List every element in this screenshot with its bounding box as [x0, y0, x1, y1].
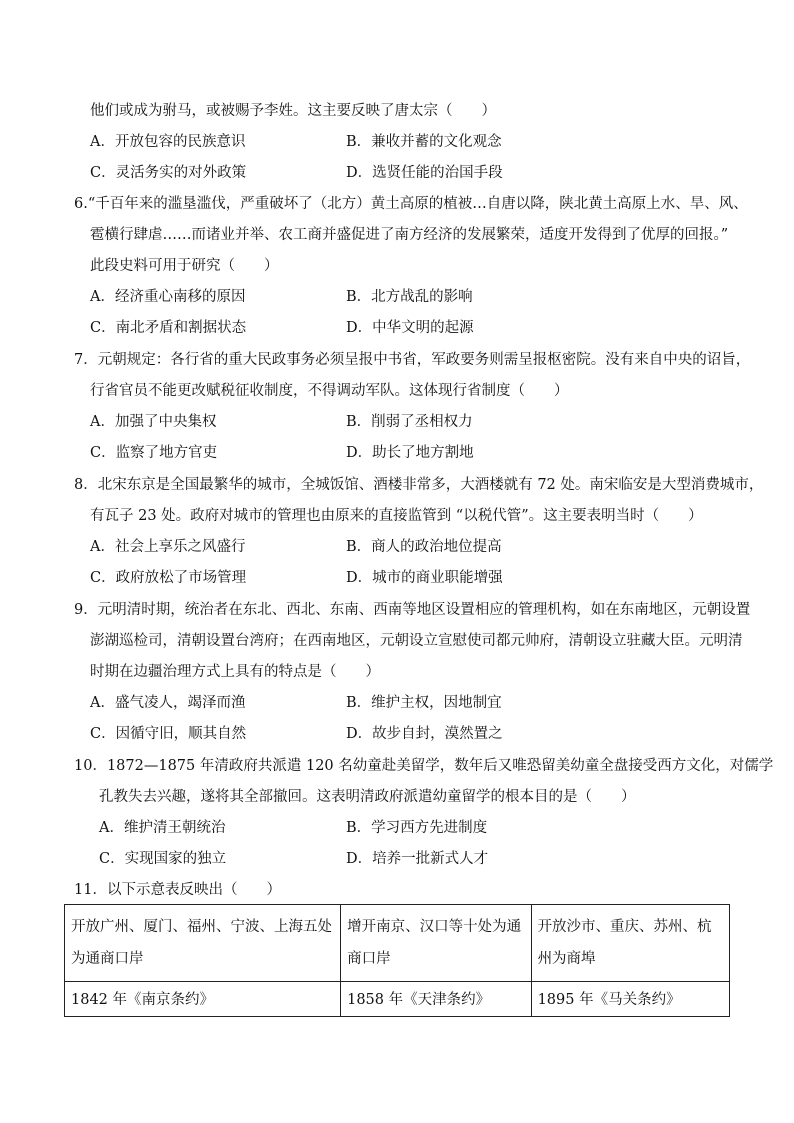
q9-stem-line-1: 9．元明清时期，统治者在东北、西北、东南、西南等地区设置相应的管理机构，如在东南地区，元朝设置: [74, 602, 751, 618]
q8-option-b[interactable]: B．商人的政治地位提高: [346, 539, 502, 555]
q7-option-d[interactable]: D．助长了地方割地: [346, 445, 474, 461]
q6-option-a[interactable]: A．经济重心南移的原因: [90, 289, 246, 305]
table-row: [65, 905, 730, 982]
table-cell: 开放广州、厦门、福州、宁波、上海五处为通商口岸: [65, 905, 341, 982]
q11-stem: 11．以下示意表反映出（ ）: [74, 882, 281, 898]
q7-option-a[interactable]: A．加强了中央集权: [90, 414, 217, 430]
q5-option-d[interactable]: D．选贤任能的治国手段: [346, 165, 503, 181]
q7-stem-line-2: 行省官员不能更改赋税征收制度，不得调动军队。这体现行省制度（ ）: [90, 383, 569, 399]
q9-stem-line-3: 时期在边疆治理方式上具有的特点是（ ）: [90, 664, 380, 680]
q8-stem-line-1: 8．北宋东京是全国最繁华的城市，全城饭馆、酒楼非常多，大酒楼就有 72 处。南宋临安是大型消费城市，: [74, 477, 764, 493]
q8-option-a[interactable]: A．社会上享乐之风盛行: [90, 539, 246, 555]
q8-stem-line-2: 有瓦子 23 处。政府对城市的管理也由原来的直接监管到 “以税代管”。这主要表明当时（ ）: [90, 508, 703, 524]
table-cell: 1895 年《马关条约》: [531, 982, 729, 1017]
q9-option-c[interactable]: C．因循守旧，顺其自然: [90, 726, 247, 742]
q5-option-b[interactable]: B．兼收并蓄的文化观念: [346, 134, 502, 150]
q6-stem-line-1: 6.“千百年来的滥垦滥伐，严重破坏了（北方）黄土高原的植被…自唐以降，陕北黄土高原上水、旱、风、: [74, 196, 748, 212]
q5-option-c[interactable]: C．灵活务实的对外政策: [90, 165, 247, 181]
q10-option-a[interactable]: A．维护清王朝统治: [99, 820, 226, 836]
q10-option-d[interactable]: D．培养一批新式人才: [346, 851, 489, 867]
q9-option-b[interactable]: B．维护主权，因地制宜: [346, 695, 502, 711]
q5-option-a[interactable]: A．开放包容的民族意识: [90, 134, 246, 150]
q6-stem-line-2: 雹横行肆虐……而诸业并举、农工商并盛促进了南方经济的发展繁荣，适度开发得到了优厚的回报。”: [90, 227, 729, 243]
q5-stem-continuation: 他们或成为驸马，或被赐予李姓。这主要反映了唐太宗（ ）: [90, 103, 496, 119]
table-cell: 1842 年《南京条约》: [65, 982, 341, 1017]
q10-option-c[interactable]: C．实现国家的独立: [99, 851, 227, 867]
q8-option-d[interactable]: D．城市的商业职能增强: [346, 570, 503, 586]
q6-option-d[interactable]: D．中华文明的起源: [346, 320, 474, 336]
q9-stem-line-2: 澎湖巡检司，清朝设置台湾府；在西南地区，元朝设立宣慰使司都元帅府，清朝设立驻藏大臣。元明清: [90, 633, 743, 649]
table-cell: 增开南京、汉口等十处为通商口岸: [341, 905, 531, 982]
q6-stem-line-3: 此段史料可用于研究（ ）: [90, 258, 279, 274]
table-cell: 开放沙市、重庆、苏州、杭州为商埠: [531, 905, 729, 982]
q9-option-d[interactable]: D．故步自封，漠然置之: [346, 726, 503, 742]
q10-option-b[interactable]: B．学习西方先进制度: [346, 820, 488, 836]
q9-option-a[interactable]: A．盛气凌人，竭泽而渔: [90, 695, 246, 711]
table-row: [65, 982, 730, 1017]
q7-option-c[interactable]: C．监察了地方官吏: [90, 445, 218, 461]
table-cell: 1858 年《天津条约》: [341, 982, 531, 1017]
q7-stem-line-1: 7．元朝规定：各行省的重大民政事务必须呈报中书省，军政要务则需呈报枢密院。没有来自中央的诏旨，: [74, 352, 751, 368]
q10-stem-line-1: 10．1872—1875 年清政府共派遣 120 名幼童赴美留学，数年后又唯恐留美幼童全盘接受西方文化，对儒学: [74, 758, 774, 774]
q8-option-c[interactable]: C．政府放松了市场管理: [90, 570, 247, 586]
treaty-ports-table: [64, 904, 730, 1017]
q6-option-c[interactable]: C．南北矛盾和割据状态: [90, 320, 247, 336]
q10-stem-line-2: 孔教失去兴趣，遂将其全部撤回。这表明清政府派遣幼童留学的根本目的是（ ）: [99, 789, 636, 805]
q7-option-b[interactable]: B．削弱了丞相权力: [346, 414, 473, 430]
q6-option-b[interactable]: B．北方战乱的影响: [346, 289, 473, 305]
